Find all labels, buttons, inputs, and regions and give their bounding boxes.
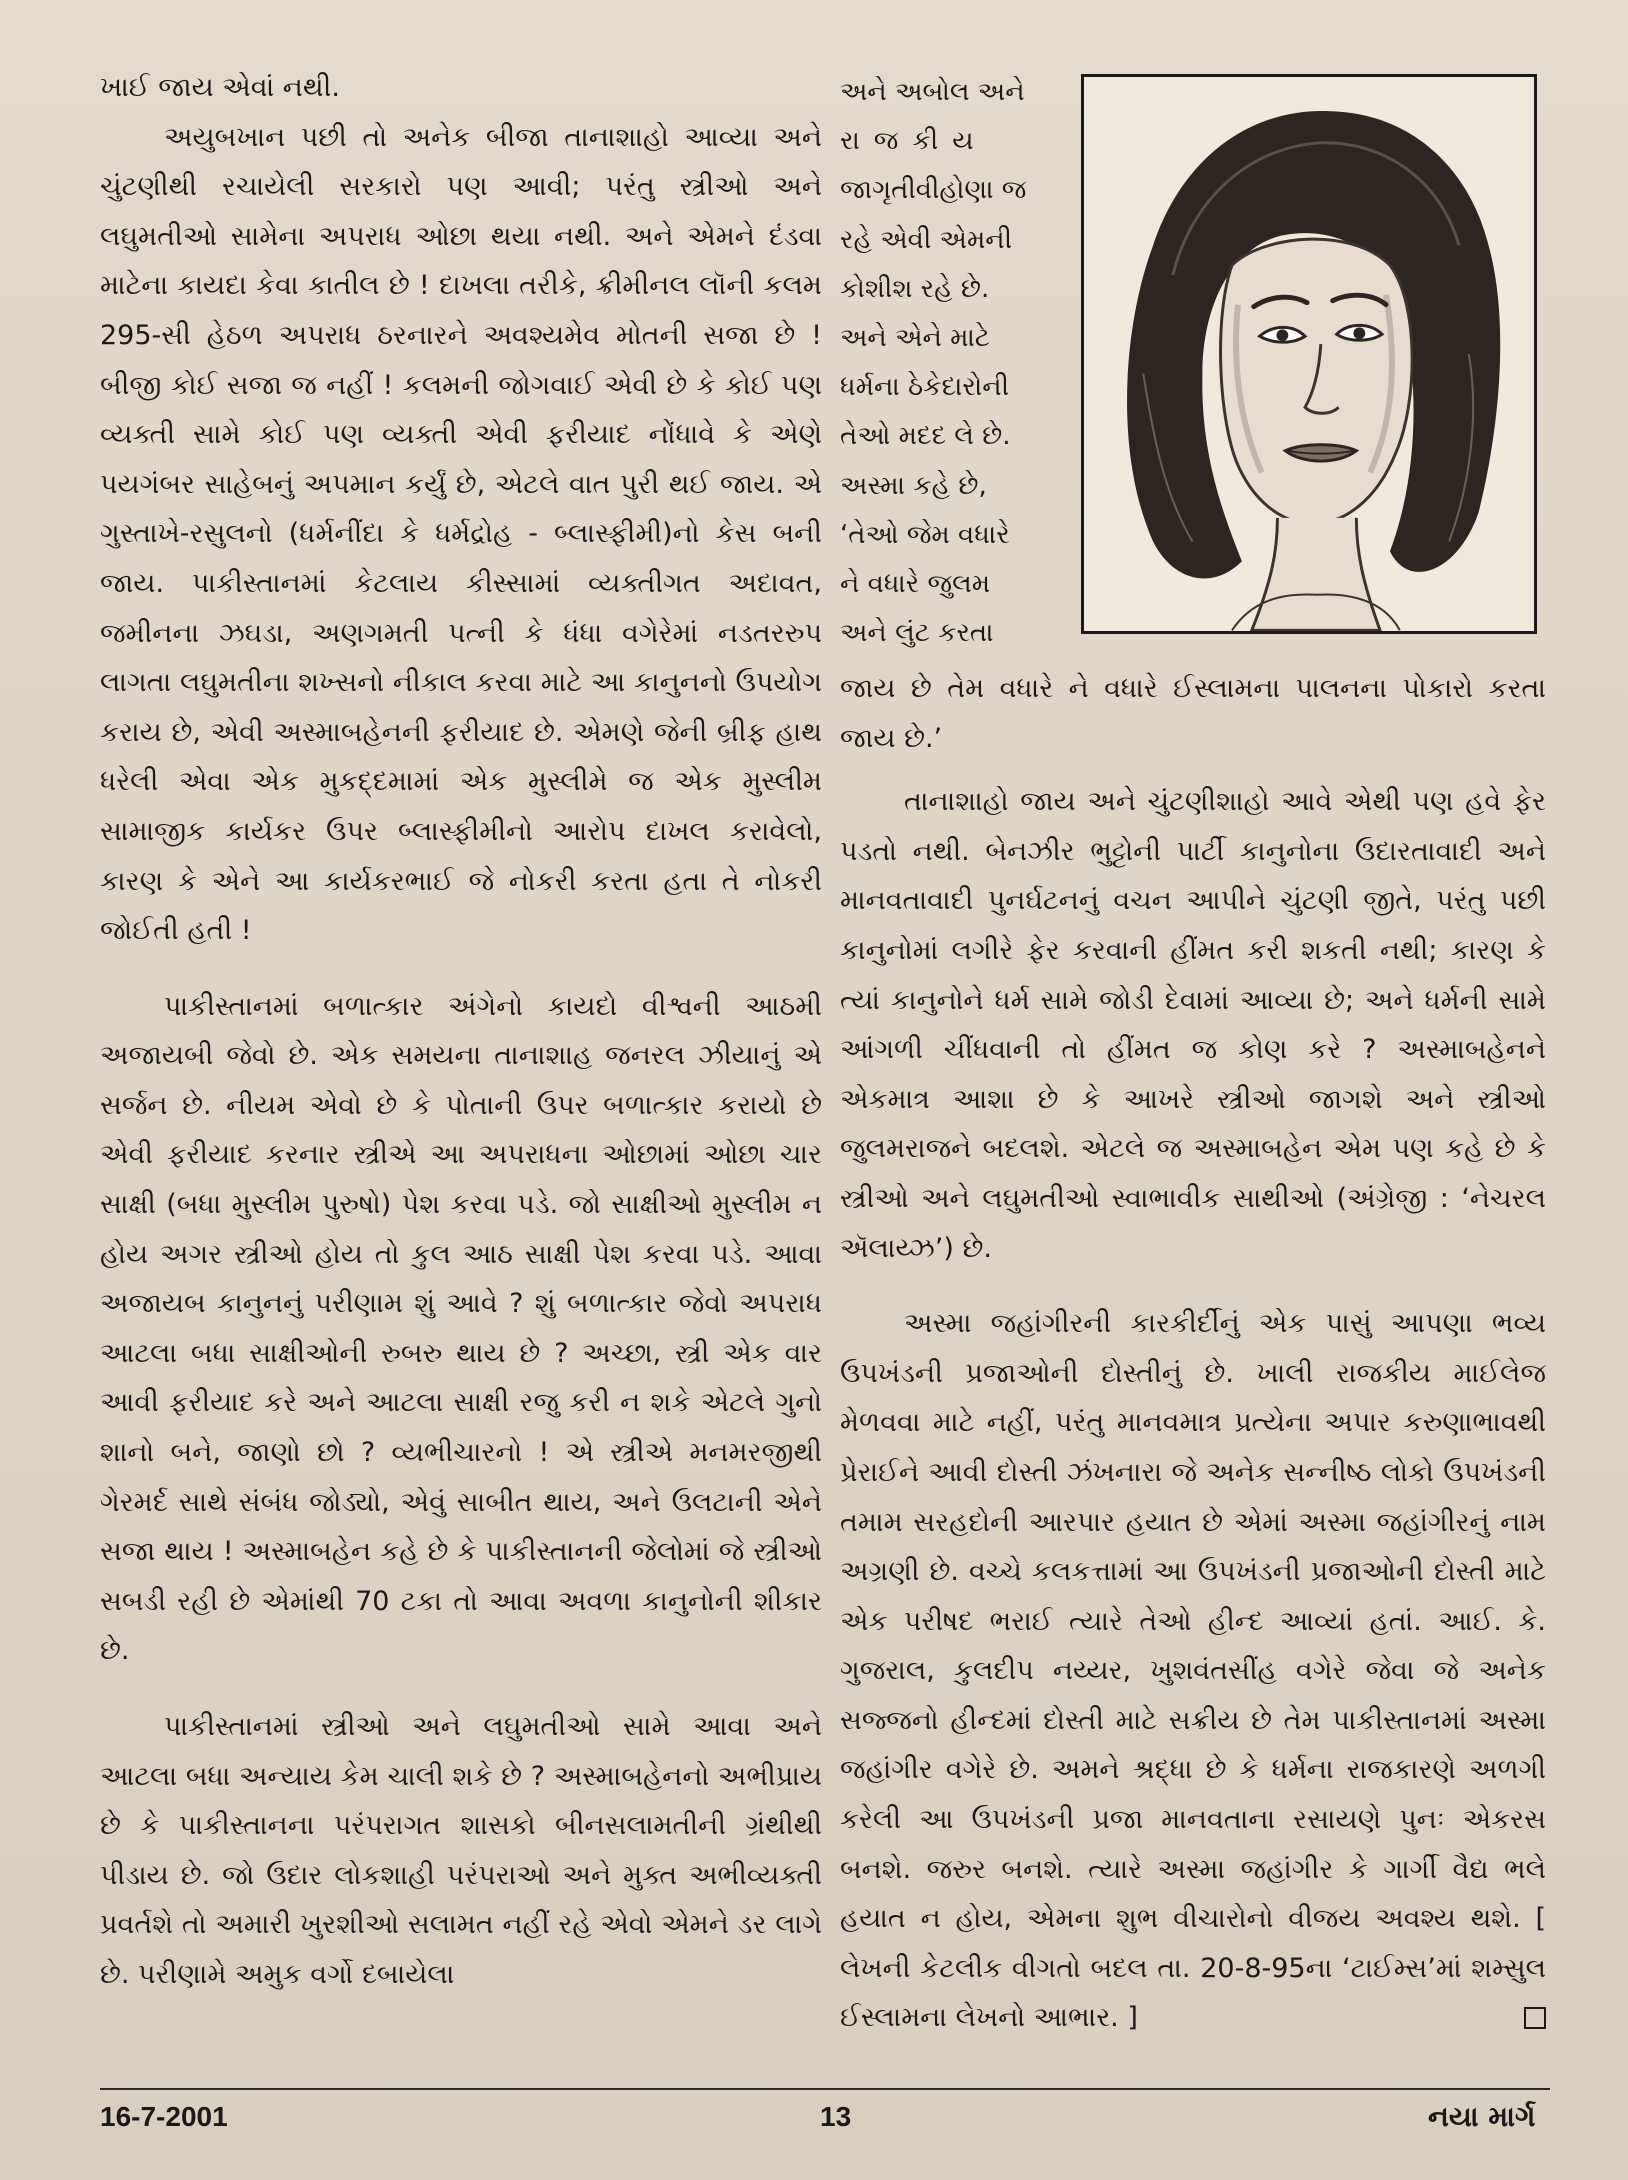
right-column-beside-image [840,68,1052,658]
page-number: 13 [820,2101,852,2132]
text-line: અસ્મા કહે છે, [840,470,987,501]
text-line: રહે એવી એમની [840,224,1013,255]
paragraph: પાકીસ્તાનમાં સ્ત્રીઓ અને લઘુમતીઓ સામે આવા અને આટલા બધા અન્યાય કેમ ચાલી શકે છે ? અસ્માબહેનનો અભીપ્રાય છે કે પાકીસ્તાનના પરંપરાગત શાસકો બીનસલામતીની ગ્રંથીથી પીડાય છે. જો ઉદાર લોકશાહી પરંપરાઓ અને મુક્ત અભીવ્યક્તી પ્રવર્તશે તો અમારી ખુરશીઓ સલામત નહીં રહે એવો એમને ડર લાગે છે. પરીણામે અમુક વર્ગો દબાયેલા [100,1711,822,1990]
text-line: જાગૃતીવીહોણા જ [840,175,1027,206]
text-line: તેઓ મદદ લે છે. [840,421,1011,452]
text-line: અને લુંટ કરતા [840,618,994,649]
paragraph: જાય છે તેમ વધારે ને વધારે ઈસ્લામના પાલનના પોકારો કરતા જાય છે.’ [840,673,1546,754]
paragraph: તાનાશાહો જાય અને ચુંટણીશાહો આવે એથી પણ હવે ફેર પડતો નથી. બેનઝીર ભુટ્ટોની પાર્ટી કાનુનોના ઉદારતાવાદી અને માનવતાવાદી પુનર્ઘટનનું વચન આપીને ચુંટણી જીતે, પરંતુ પછી કાનુનોમાં લગીરે ફેર કરવાની હીંમત કરી શકતી નથી; કારણ કે ત્યાં કાનુનોને ધર્મ સામે જોડી દેવામાં આવ્યા છે; અને ધર્મની સામે આંગળી ચીંધવાની તો હીંમત જ કોણ કરે ? અસ્માબહેનને એકમાત્ર આશા છે કે આખરે સ્ત્રીઓ જાગશે અને સ્ત્રીઓ જુલમરાજને બદલશે. એટલે જ અસ્માબહેન એમ પણ કહે છે કે સ્ત્રીઓ અને લઘુમતીઓ સ્વાભાવીક સાથીઓ (અંગ્રેજી : ‘નેચરલ ઍલાય્ઝ’) છે. [840,786,1546,1264]
text-line: રાજકીય [840,126,988,157]
paragraph: ખાઈ જાય એવાં નથી. [100,72,340,103]
paragraph-text: અસ્મા જહાંગીરની કારકીર્દીનું એક પાસું આપણા ભવ્ય ઉપખંડની પ્રજાઓની દોસ્તીનું છે. ખાલી રાજકીય માઈલેજ મેળવવા માટે નહીં, પરંતુ માનવમાત્ર પ્રત્યેના અપાર કરુણાભાવથી પ્રેરાઈને આવી દોસ્તી ઝંખનારા જે અનેક સન્નીષ્ઠ લોકો ઉપખંડની તમામ સરહદોની આરપાર હયાત છે એમાં અસ્મા જહાંગીરનું નામ અગ્રણી છે. વચ્ચે કલકત્તામાં આ ઉપખંડની પ્રજાઓની દોસ્તી માટે એક પરીષદ ભરાઈ ત્યારે તેઓ હીન્દ આવ્યાં હતાં. આઈ. કે. ગુજરાલ, કુલદીપ નય્યર, ખુશવંતસીંહ વગેરે જેવા જે અનેક સજ્જનો હીન્દમાં દોસ્તી માટે સક્રીય છે તેમ પાકીસ્તાનમાં અસ્મા જહાંગીર વગેરે છે. અમને શ્રદ્ધા છે કે ધર્મના રાજકારણે અળગી કરેલી આ ઉપખંડની પ્રજા માનવતાના રસાયણે પુનઃ એકરસ બનશે. જરુર બનશે. ત્યારે અસ્મા જહાંગીર કે ગાર્ગી વૈદ્ય ભલે હયાત ન હોય, એમના શુભ વીચારોનો વીજય અવશ્ય થશે. [ લેખની કેટલીક વીગતો બદલ તા. 20-8-95ના ‘ટાઈમ્સ’માં શમ્સુલ ઈસ્લામના લેખનો આભાર. ] [840,1308,1546,2034]
text-line: અને એને માટે [840,323,990,354]
magazine-name: નયા માર્ગ [1428,2100,1536,2133]
text-line: ‘તેઓ જેમ વધારે [840,519,1010,550]
paragraph: પાકીસ્તાનમાં બળાત્કાર અંગેનો કાયદો વીશ્વની આઠમી અજાયબી જેવો છે. એક સમયના તાનાશાહ જનરલ ઝીયાનું એ સર્જન છે. નીયમ એવો છે કે પોતાની ઉપર બળાત્કાર કરાયો છે એવી ફરીયાદ કરનાર સ્ત્રીએ આ અપરાધના ઓછામાં ઓછા ચાર સાક્ષી (બધા મુસ્લીમ પુરુષો) પેશ કરવા પડે. જો સાક્ષીઓ મુસ્લીમ ન હોય અગર સ્ત્રીઓ હોય તો કુલ આઠ સાક્ષી પેશ કરવા પડે. આવા અજાયબ કાનુનનું પરીણામ શું આવે ? શું બળાત્કાર જેવો અપરાધ આટલા બધા સાક્ષીઓની રુબરુ થાય છે ? અચ્છા, સ્ત્રી એક વાર આવી ફરીયાદ કરે અને આટલા સાક્ષી રજુ કરી ન શકે એટલે ગુનો શાનો બને, જાણો છો ? વ્યભીચારનો ! એ સ્ત્રીએ મનમરજીથી ગેરમર્દ સાથે સંબંધ જોડ્યો, એવું સાબીત થાય, અને ઉલટાની એને સજા થાય ! અસ્માબહેન કહે છે કે પાકીસ્તાનની જેલોમાં જે સ્ત્રીઓ સબડી રહી છે એમાંથી 70 ટકા તો આવા અવળા કાનુનોની શીકાર છે. [100,990,822,1667]
portrait-sketch-drawing [1084,77,1534,631]
text-line: ને વધારે જુલમ [840,569,991,600]
left-column [100,63,822,2000]
paragraph: અયુબખાન પછી તો અનેક બીજા તાનાશાહો આવ્યા અને ચુંટણીથી રચાયેલી સરકારો પણ આવી; પરંતુ સ્ત્રીઓ અને લઘુમતીઓ સામેના અપરાધ ઓછા થયા નથી. અને એમને દંડવા માટેના કાયદા કેવા કાતીલ છે ! દાખલા તરીકે, ક્રીમીનલ લૉની કલમ 295-સી હેઠળ અપરાધ ઠરનારને અવશ્યમેવ મોતની સજા છે ! બીજી કોઈ સજા જ નહીં ! કલમની જોગવાઈ એવી છે કે કોઈ પણ વ્યક્તી સામે કોઈ પણ વ્યક્તી એવી ફરીયાદ નોંધાવે કે એણે પયગંબર સાહેબનું અપમાન કર્યું છે, એટલે વાત પુરી થઈ જાય. એ ગુસ્તાખે-રસુલનો (ધર્મનીંદા કે ધર્મદ્રોહ - બ્લાસ્ફીમી)નો કેસ બની જાય. પાકીસ્તાનમાં કેટલાય કીસ્સામાં વ્યક્તીગત અદાવત, જમીનના ઝઘડા, અણગમતી પત્ની કે ધંધા વગેરેમાં નડતરરુપ લાગતા લઘુમતીના શખ્સનો નીકાલ કરવા માટે આ કાનુનનો ઉપયોગ કરાય છે, એવી અસ્માબહેનની ફરીયાદ છે. એમણે જેની બ્રીફ હાથ ધરેલી એવા એક મુકદ્દમામાં એક મુસ્લીમે જ એક મુસ્લીમ સામાજીક કાર્યકર ઉપર બ્લાસ્ફીમીનો આરોપ દાખલ કરાવેલો, કારણ કે એને આ કાર્યકરભાઈ જે નોકરી કરતા હતા તે નોકરી જોઈતી હતી ! [100,121,822,947]
issue-date: 16-7-2001 [100,2101,228,2132]
portrait-sketch-image [1081,74,1537,634]
right-column-main [840,664,1546,2043]
text-line: ધર્મના ઠેકેદારોની [840,372,1010,403]
footer-divider [100,2088,1550,2090]
text-line: અને અબોલ અને [840,77,1025,107]
text-line: કોશીશ રહે છે. [840,273,990,304]
paragraph [840,1299,1546,2043]
end-of-article-icon [1524,2007,1546,2029]
